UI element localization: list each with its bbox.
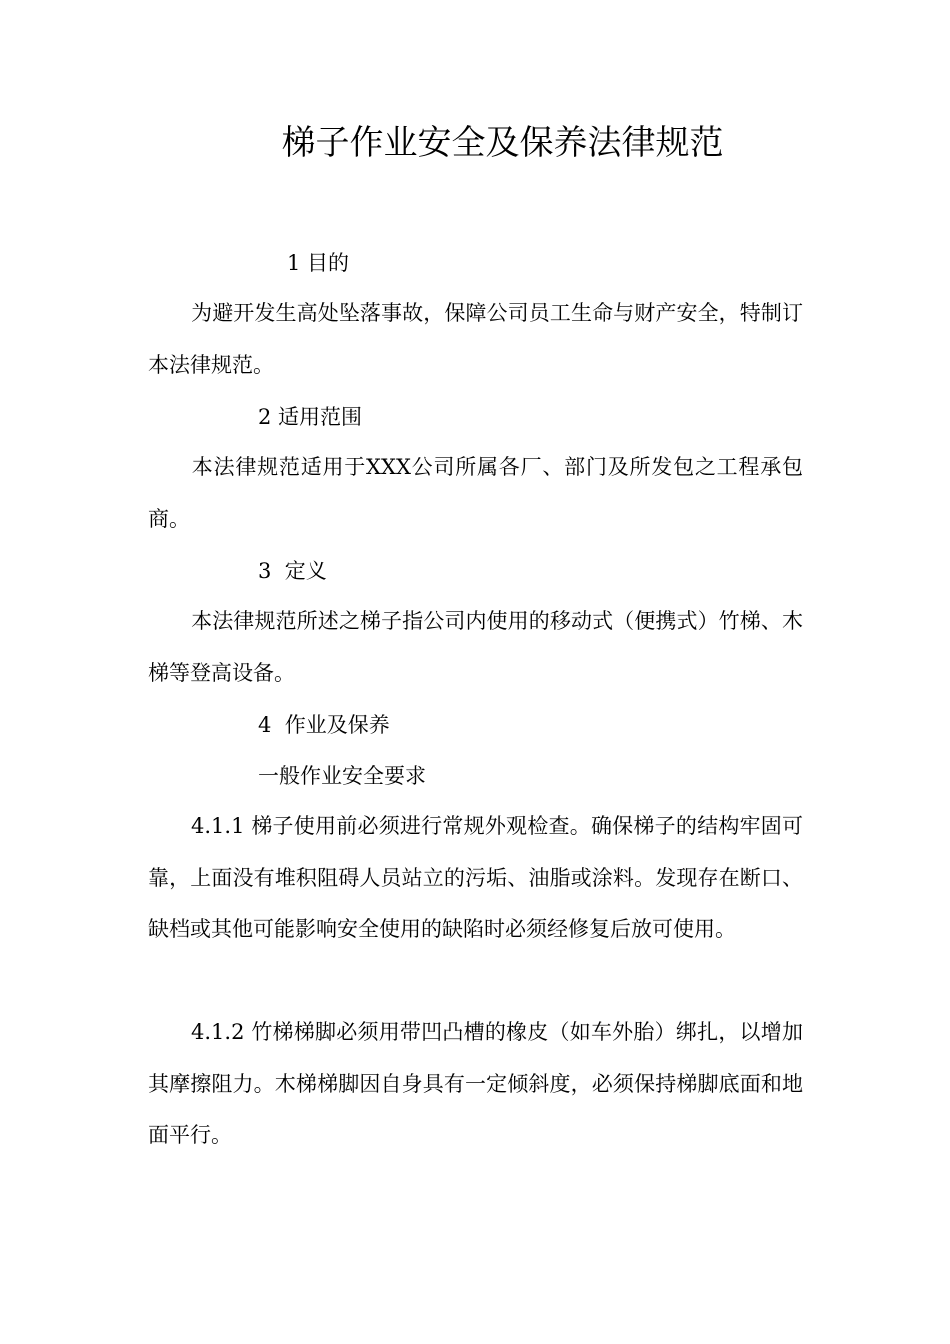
section-body-definition — [148, 596, 803, 699]
clause-4-1-2 — [148, 1007, 803, 1162]
document-title: 梯子作业安全及保养法律规范 — [281, 123, 724, 163]
clause-4-1-1 — [148, 801, 803, 956]
section-heading-purpose: 1 目的 — [287, 251, 350, 275]
section-heading-definition: 3 定义 — [258, 559, 327, 583]
section-body-scope-text: 本法律规范适用于XXX公司所属各厂、部门及所发包之工程承包商。 — [148, 455, 803, 531]
section-heading-operation: 4 作业及保养 — [258, 713, 390, 737]
section-body-scope — [148, 442, 803, 545]
subsection-heading-general: 一般作业安全要求 — [258, 764, 426, 788]
section-heading-scope: 2 适用范围 — [258, 405, 363, 429]
section-body-purpose-text: 为避开发生高处坠落事故，保障公司员工生命与财产安全，特制订本法律规范。 — [148, 301, 803, 377]
clause-4-1-1-text: 4.1.1 梯子使用前必须进行常规外观检查。确保梯子的结构牢固可靠，上面没有堆积阻碍人员站立的污垢、油脂或涂料。发现存在断口、缺档或其他可能影响安全使用的缺陷时必须经修复后放可使用。 — [148, 814, 803, 941]
section-body-purpose — [148, 288, 803, 391]
clause-4-1-2-text: 4.1.2 竹梯梯脚必须用带凹凸槽的橡皮（如车外胎）绑扎，以增加其摩擦阻力。木梯梯脚因自身具有一定倾斜度，必须保持梯脚底面和地面平行。 — [148, 1020, 803, 1147]
section-body-definition-text: 本法律规范所述之梯子指公司内使用的移动式（便携式）竹梯、木梯等登高设备。 — [148, 609, 803, 685]
